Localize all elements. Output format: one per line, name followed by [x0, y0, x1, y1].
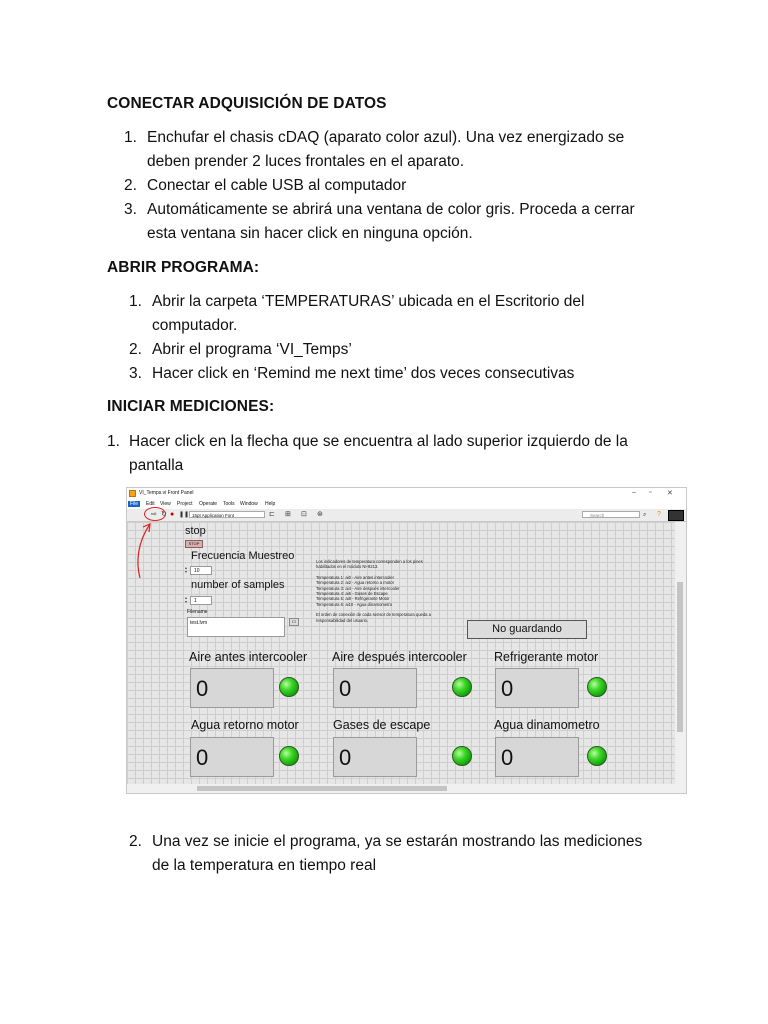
info-text	[316, 559, 431, 623]
list-number: 1.	[107, 433, 120, 450]
annotation-arrow-icon	[128, 518, 168, 582]
no-guardando-button[interactable]: No guardando	[467, 620, 587, 639]
list-text-line: deben prender 2 luces frontales en el aparato.	[147, 153, 465, 170]
stop-button[interactable]: STOP	[185, 540, 203, 548]
toolbar	[127, 509, 686, 522]
info-line: Temperatura 2: ai2 - Agua retorno a motor	[316, 580, 394, 586]
status-led	[279, 677, 299, 697]
section-heading-iniciar: INICIAR MEDICIONES:	[107, 398, 275, 415]
list-text-line: pantalla	[129, 457, 184, 474]
info-line: Los indicadores de temperatura corresponden a los pines	[316, 559, 423, 564]
indicator-label: Aire antes intercooler	[189, 650, 308, 664]
list-text-line: Hacer click en la flecha que se encuentra al lado superior izquierdo de la	[129, 433, 628, 450]
labview-screenshot	[126, 487, 687, 794]
indicator-label: Aire después intercooler	[332, 650, 467, 664]
info-line: Temperatura 5: ai8 - Refrigerante Motor	[316, 596, 390, 602]
status-led	[587, 677, 607, 697]
temperature-indicator: 0	[190, 668, 274, 708]
list-text-line: de la temperatura en tiempo real	[152, 857, 377, 874]
run-arrow-icon[interactable]: ⇨	[151, 511, 157, 518]
list-text-line: Hacer click en ‘Remind me next time’ dos veces consecutivas	[152, 365, 575, 382]
list-text-line: Abrir el programa ‘VI_Temps’	[152, 341, 352, 358]
indicator-label: Gases de escape	[333, 718, 431, 732]
freq-label: Frecuencia Muestreo	[191, 550, 295, 562]
temperature-indicator: 0	[495, 737, 579, 777]
status-led	[279, 746, 299, 766]
info-line: habilitados en el módulo NI-9213.	[316, 564, 379, 570]
list-number: 1.	[129, 293, 142, 310]
section-heading-conectar: CONECTAR ADQUISICIÓN DE DATOS	[107, 95, 387, 112]
samples-label: number of samples	[191, 579, 285, 591]
filename-label: Filename	[187, 609, 208, 615]
menu-file[interactable]: File	[130, 501, 139, 507]
indicator-label: Refrigerante motor	[494, 650, 599, 664]
list-number: 1.	[124, 129, 137, 146]
menu-project[interactable]: Project	[177, 501, 193, 507]
reorder-icon[interactable]: ⊛	[317, 511, 323, 518]
vertical-scrollbar[interactable]	[675, 522, 686, 784]
list-text-line: Abrir la carpeta ‘TEMPERATURAS’ ubicada en el Escritorio del	[152, 293, 585, 310]
scroll-thumb[interactable]	[197, 786, 447, 791]
list-number: 3.	[124, 201, 137, 218]
info-line: responsabilidad del usuario.	[316, 617, 369, 623]
resize-icon[interactable]: ⊡	[301, 511, 307, 518]
info-line: Temperatura 3: ai4 - Aire después intercooler	[316, 585, 400, 591]
info-line: Temperatura 6: ai10 - Agua dinamometro	[316, 601, 393, 607]
vi-icon	[668, 510, 684, 521]
labview-icon	[129, 490, 136, 497]
list-text-line: Conectar el cable USB al computador	[147, 177, 407, 194]
window-titlebar	[127, 488, 686, 500]
browse-folder-icon[interactable]: ▭	[289, 618, 299, 626]
info-line: Temperatura 1: ai0 - Aire antes intercooler	[316, 574, 394, 580]
pause-icon[interactable]: ❚❚	[179, 512, 190, 518]
font-selector[interactable]: 15pt Application Font	[189, 511, 265, 518]
info-line: Temperatura 4: ai6 - Gases de Escape	[316, 591, 388, 597]
indicator-label: Agua dinamometro	[494, 718, 600, 732]
search-icon[interactable]: ⌕	[643, 512, 647, 518]
minimize-icon[interactable]: –	[632, 489, 636, 496]
list-number: 2.	[129, 341, 142, 358]
list-number: 3.	[129, 365, 142, 382]
menu-help[interactable]: Help	[265, 501, 276, 507]
status-led	[452, 677, 472, 697]
list-number: 2.	[129, 833, 142, 850]
spinner-icon[interactable]: ▴ ▾	[185, 565, 188, 574]
menu-tools[interactable]: Tools	[223, 501, 235, 507]
temperature-indicator: 0	[190, 737, 274, 777]
list-text-line: Enchufar el chasis cDAQ (aparato color azul). Una vez energizado se	[147, 129, 625, 146]
temperature-indicator: 0	[333, 737, 417, 777]
list-text-line: Una vez se inicie el programa, ya se estarán mostrando las mediciones	[152, 833, 643, 850]
scroll-thumb[interactable]	[677, 582, 683, 732]
maximize-icon[interactable]: ▫	[649, 489, 652, 496]
abort-icon[interactable]: ●	[170, 511, 175, 518]
temperature-indicator: 0	[495, 668, 579, 708]
menu-window[interactable]: Window	[240, 501, 258, 507]
indicator-label: Agua retorno motor	[191, 718, 299, 732]
list-text-line: computador.	[152, 317, 238, 334]
temperature-indicator: 0	[333, 668, 417, 708]
stop-label: stop	[185, 525, 206, 537]
close-icon[interactable]: ✕	[667, 490, 673, 497]
info-line: El orden de conexión de cada sensor de temperatura queda a	[316, 612, 432, 618]
menu-edit[interactable]: Edit	[146, 501, 155, 507]
filename-input[interactable]: test.lvm	[187, 617, 285, 637]
horizontal-scrollbar[interactable]	[127, 784, 675, 793]
menu-operate[interactable]: Operate	[199, 501, 218, 507]
align-icon[interactable]: ⊏	[269, 511, 275, 518]
search-input[interactable]: Search	[582, 511, 640, 518]
section-heading-abrir: ABRIR PROGRAMA:	[107, 259, 260, 276]
list-text-line: esta ventana sin hacer click en ninguna opción.	[147, 225, 473, 242]
samples-input[interactable]: 1	[190, 596, 212, 605]
status-led	[452, 746, 472, 766]
menu-bar	[127, 500, 686, 509]
distribute-icon[interactable]: ⊞	[285, 511, 291, 518]
help-icon[interactable]: ?	[657, 511, 661, 518]
freq-input[interactable]: 10	[190, 566, 212, 575]
menu-view[interactable]: View	[160, 501, 171, 507]
list-number: 2.	[124, 177, 137, 194]
window-title: VI_Temps.vi Front Panel	[139, 490, 194, 496]
status-led	[587, 746, 607, 766]
spinner-icon[interactable]: ▴ ▾	[185, 595, 188, 604]
run-continuous-icon[interactable]: ↻	[161, 511, 167, 518]
list-text-line: Automáticamente se abrirá una ventana de color gris. Proceda a cerrar	[147, 201, 635, 218]
